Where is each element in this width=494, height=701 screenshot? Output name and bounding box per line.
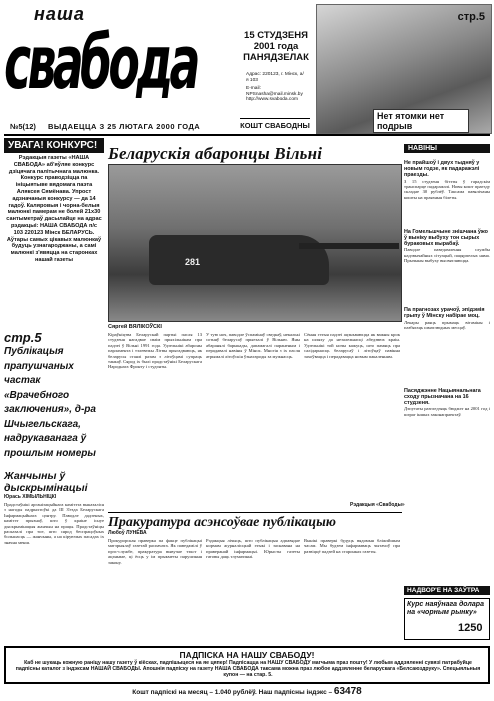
contact-email: E-mail: NPSnasha@mail.minsk.by http://www.svaboda.com <box>246 86 303 103</box>
date-day: 15 СТУДЗЕНЯ <box>244 30 308 41</box>
header-rule <box>4 134 490 136</box>
contest-box <box>4 138 104 266</box>
date-weekday: ПАНЯДЗЕЛАК <box>243 52 309 63</box>
subscription-cost-label: Кошт падпіскі на месяц – 1.040 рублёў. Наш падпісны індэкс – <box>132 689 333 696</box>
news-item-2-head: На Гомельшчыне знішчана ўжо ў выніку выбуху тон сырых бураковых вырабаў. <box>404 228 488 248</box>
main-article-col1: Кіраўніцтва Беларускай партыі пасля 13 студзеня нагадвае сваім прыхільнікам пра падзеі ў Вільні 1991 года. Удзельнікі абароны парламента і тэлевежы Літвы прыгадваюць, як беларусы стаялі разам з літоўцамі супраць танкаў. Сярод іх былі прадстаўнікі Беларускага Народнага Фронту і студэнты. <box>108 332 202 370</box>
prosecutor-author: Любоў ЛУНЁВА <box>108 530 147 536</box>
masthead <box>4 4 236 131</box>
issue-number: №5(12) <box>10 122 36 131</box>
prosecutor-text-col3: Вынікі праверкі будуць вядомыя бліжэйшым часам. Мы будзем інфармаваць чытачоў пра развіццё падзей на старонках газеты. <box>304 538 400 554</box>
exchange-rate-label: Курс наяўнага долара на «чорным рынку» <box>407 601 484 616</box>
subscription-index: 63478 <box>333 686 362 697</box>
women-article-author: Юрась ХІМЫЛЬНІЦКІ <box>4 494 57 500</box>
main-article-author: Рэдакцыя «Свабоды» <box>350 502 405 508</box>
news-item-1-head: Не прайшоў і двух тыдняў у новым годзе, як падаражэлі праезды. <box>404 160 480 179</box>
subscription-box <box>4 646 490 684</box>
news-heading: НАВІНЫ <box>404 144 490 153</box>
teaser-page: стр.5 <box>457 11 485 23</box>
prosecutor-headline: Пракуратура асэнсоўвае публікацыю <box>108 512 402 531</box>
teaser-caption: Нет ятомки нет подрыв <box>373 109 469 133</box>
news-item-1-text: З 15 студзеня бітэты ў гарадскім транспарце падаражэлі. Новы кошт праезду складае 30 рублёў. Таксама павялічаны кошты на праязныя білеты. <box>404 178 490 200</box>
women-article-title: Жанчыны ў дыскрымінацыі <box>4 470 88 494</box>
tank-gun-shape <box>299 243 399 249</box>
prosecutor-text-col2: Рэдакцыя лічыць, што публікацыя адпавядае нормам журналісцкай этыкі і заснавана на праверанай інфармацыі. Юрысты газеты гатовы даць тлумачэнні. <box>206 538 300 560</box>
women-article-text: Прадстаўнікі арганізацыйнага камітэта выказаліся з нагоды падрыхтоўкі да ІІІ З'езда Беларускага Інфармацыйнага цэнтру. Паводле дадзеных, камітэт прызнаў, што ў краіне існуе дыскрымінацыя жанчын на працы. Прадстаўніцы расказалі пра тое, што сярод беспрацоўных большасць — жанчыны, а на кіруючых пасадах іх значна менш. <box>4 502 104 545</box>
address-block <box>246 72 306 103</box>
exchange-rate-value: 1250 <box>458 622 483 634</box>
price-label: КОШТ СВАБОДНЫ <box>240 118 310 130</box>
masthead-logo: свабода <box>4 20 197 106</box>
news-item-3-head: Па прагнозах урачоў, эпідэмія грыпу ў Мінску набірае моц. <box>404 307 485 320</box>
contest-text: Рэдакцыя газеты «НАША СВАБОДА» аб'яўляе конкурс дзіцячага палітычнага малюнка. Конкурс праводзіцца па ініцыятыве вядомага паэта Аляксея Сямёнава. Упрост адзначаныя конкурсу — да 14 гадоў. Каляровыя і чорна-белыя малюнкі памерам не болей 21х30 сантыметраў дасылайце на адрас рэдакцыі: НАША СВАБОДА п/с 103 220123 Мінск БЕЛАРУСЬ. Аўтары самых цікавых малюнкаў будуць узнагароджаны, а самі малюнкі з'явяцца на старонках нашай газеты <box>6 155 102 263</box>
teaser-photo[interactable] <box>316 4 492 134</box>
news-item-4-text: Дэпутаты разгледзяць бюджэт на 2001 год і шэраг іншых законапраектаў. <box>404 406 490 417</box>
publication-teaser[interactable] <box>4 330 104 461</box>
publication-title: Публікацыя прапушчаных частак «Врачебного заключения», д-ра Шчыгельскага, надрукаванага ў прошлым номеры <box>4 346 96 459</box>
news-column <box>404 156 490 466</box>
contest-heading: УВАГА! КОНКУРС! <box>4 138 104 153</box>
photo-caption: Сяргей ВЯЛІКОЎСКІ <box>108 324 162 330</box>
date-year: 2001 года <box>253 41 299 52</box>
news-item-2-text: Паводле паведамлення службы надзвычайных сітуацый, пацярпелых няма. Прычыны выбуху высвятляюцца. <box>404 247 490 264</box>
publication-page: стр.5 <box>4 330 42 345</box>
main-article-col2: У тую ноч, паводле ўспамінаў сведкаў, некалькі сотняў беларусаў прыехалі ў Вільню. Яны абаранялі барыкады, дапамагалі параненым і перадавалі навіны ў Мінск. Многія з іх пасля атрымалі літоўскія ўзнагароды за мужнасць. <box>206 332 300 359</box>
news-item-4-head: Пасяджэнне Нацыянальнага сходу прызначана на 16 студзеня. <box>404 387 481 407</box>
subscription-title: ПАДПІСКА НА НАШУ СВАБОДУ! <box>179 650 315 660</box>
weather-heading: НАДВОР'Е НА ЗАЎТРА <box>404 586 490 595</box>
date-box <box>240 30 312 63</box>
published-since: ВЫДАЕЦЦА З 25 ЛЮТАГА 2000 ГОДА <box>48 122 201 131</box>
subscription-text: Каб не шукаць кожную раніцу нашу газету ў кіёсках, падпішыцеся на яе цяпер! Падпісацца на НАШУ СВАБОДУ магчыма праз пошту! У любым аддзяленні сувязі патрабуйце падпісны каталог з індэксам НАШАЙ СВАБОДЫ. Апошнія падпіску на газету НАША СВАБОДА таксама можна праз любое аддзяленне беларускага «Белсаюздруку». Спецыяльныя купон — на стар. 5. <box>15 660 481 678</box>
masthead-title-small: наша <box>34 4 85 24</box>
news-item-3-text: Лекары раяць прымаць вітаміны і пазбягаць шматлюдных месцаў. <box>404 319 490 331</box>
address: Адрас: 220123, г. Мінск, а/я 103 <box>246 72 304 83</box>
subscription-cost <box>4 686 490 697</box>
tank-number: 281 <box>185 257 201 267</box>
main-photo <box>108 164 402 322</box>
prosecutor-text-col1: Прокурорская праверка па факце публікацыі матэрыялаў газетай распачата. Як паведамілі ў прэс-службе, пракуратура вывучае тэкст і ацэньвае, ці ёсць у ім прыкметы парушэння закону. <box>108 538 202 565</box>
main-headline: Беларускія абаронцы Вільні <box>108 144 323 163</box>
main-article-col3: Сёння гэтыя падзеі ацэньваюцца як важны крок на шляху да незалежнасці абедзвюх краін. Удзельнікі той ночы кажуць, што памяць пра салідарнасць беларусаў і літоўцаў павінна захоўвацца і перадавацца новым пакаленням. <box>304 332 400 359</box>
